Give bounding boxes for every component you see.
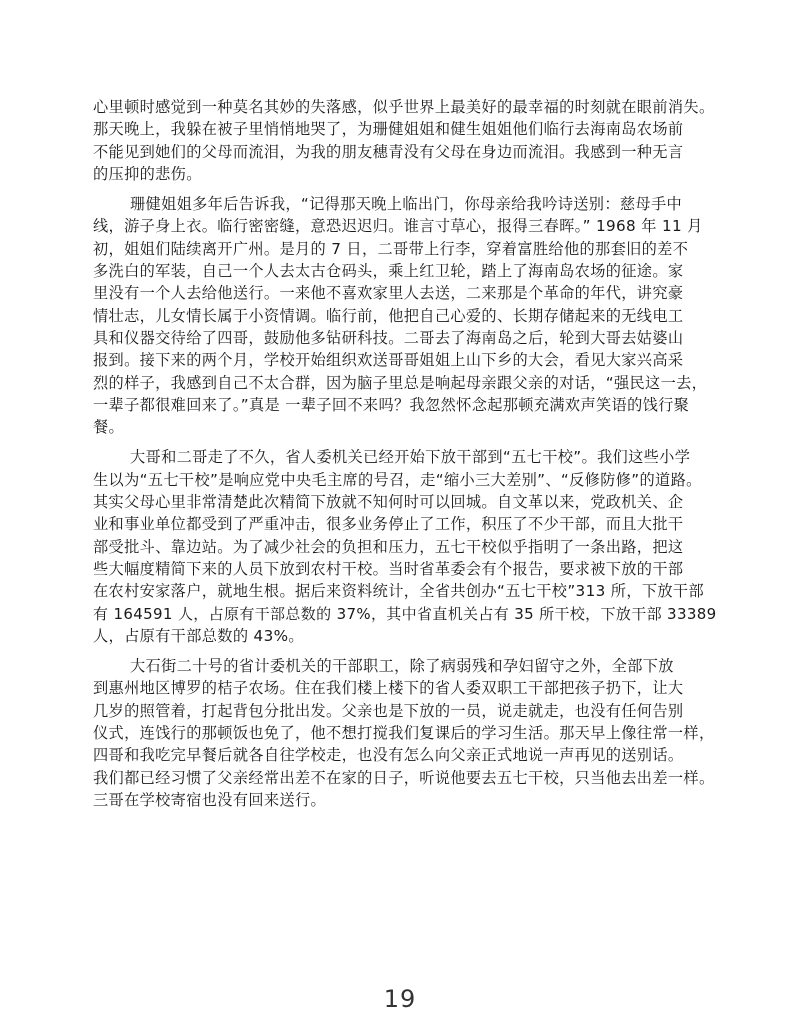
text-line: 几岁的照管着，打起背包分批出发。父亲也是下放的一员，说走就走，也没有任何告别 [93,701,684,720]
text-line: 仪式，连饯行的那顿饭也免了，他不想打搅我们复课后的学习生活。那天早上像往常一样， [93,724,715,743]
paragraph [93,193,723,438]
text-line: 珊健姐姐多年后告诉我，“记得那天晚上临出门，你母亲给我吟诗送别：慈母手中 [130,195,683,214]
text-line: 一辈子都很难回来了。”真是 一辈子回不来吗？我忽然怀念起那顿充满欢声笑语的饯行聚 [93,395,690,414]
text-line: 那天晚上，我躲在被子里悄悄地哭了，为珊健姐姐和健生姐姐他们临行去海南岛农场前 [93,120,684,139]
text-line: 多洗白的军装，自己一个人去太古仓码头，乘上红卫轮，踏上了海南岛农场的征途。家 [93,262,684,281]
text-line: 我们都已经习惯了父亲经常出差不在家的日子，听说他要去五七干校，只当他去出差一样。 [93,768,715,787]
page-number: 19 [383,985,417,1013]
text-line: 情壮志，儿女情长属于小资情调。临行前，他把自己心爱的、长期存储起来的无线电工 [93,306,684,325]
text-line: 其实父母心里非常清楚此次精简下放就不知何时可以回城。自文革以来，党政机关、企 [93,493,684,512]
text-line: 生以为“五七干校”是响应党中央毛主席的号召，走“缩小三大差别”、“反修防修”的道路。 [93,470,702,489]
paragraph [93,655,723,811]
text-line: 线，游子身上衣。临行密密缝，意恐迟迟归。谁言寸草心，报得三春晖。” 1968 年 11 月 [93,217,703,236]
text-line: 四哥和我吃完早餐后就各自往学校走，也没有怎么向父亲正式地说一声再见的送别话。 [93,746,684,765]
text-line: 三哥在学校寄宿也没有回来送行。 [93,790,327,809]
text-line: 些大幅度精简下来的人员下放到农村干校。当时省革委会有个报告，要求被下放的干部 [93,559,684,578]
text-line: 不能见到她们的父母而流泪，为我的朋友穗青没有父母在身边而流泪。我感到一种无言 [93,142,684,161]
text-line: 业和事业单位都受到了严重冲击，很多业务停止了工作，积压了不少干部，而且大批干 [93,515,684,534]
text-line: 报到。接下来的两个月，学校开始组织欢送哥哥姐姐上山下乡的大会，看见大家兴高采 [93,351,684,370]
paragraph [93,446,723,647]
text-line: 初，姐姐们陆续离开广州。是月的 7 日，二哥带上行李，穿着富胜给他的那套旧的差不 [93,239,689,258]
text-line: 餐。 [93,418,125,437]
text-line: 具和仪器交待给了四哥，鼓励他多钻研科技。二哥去了海南岛之后，轮到大哥去姑婆山 [93,328,684,347]
text-line: 在农村安家落户，就地生根。据后来资料统计，全省共创办“五七干校”313 所，下放干部 [93,582,705,601]
text-line: 心里顿时感觉到一种莫名其妙的失落感，似乎世界上最美好的最幸福的时刻就在眼前消失。 [93,98,715,116]
text-line: 里没有一个人去给他送行。一来他不喜欢家里人去送，二来那是个革命的年代，讲究豪 [93,284,684,303]
text-line: 部受批斗、靠边站。为了减少社会的负担和压力，五七干校似乎指明了一条出路，把这 [93,537,684,556]
text-line: 大哥和二哥走了不久，省人委机关已经开始下放干部到“五七干校”。我们这些小学 [130,448,691,467]
body-text [93,96,723,811]
text-line: 人，占原有干部总数的 43%。 [93,626,304,645]
text-line: 到惠州地区博罗的桔子农场。住在我们楼上楼下的省人委双职工干部把孩子扔下，让大 [93,679,684,698]
text-line: 大石街二十号的省计委机关的干部职工，除了病弱残和孕妇留守之外，全部下放 [130,657,674,676]
paragraph [93,96,723,185]
text-line: 的压抑的悲伤。 [93,164,202,183]
text-line: 有 164591 人，占原有干部总数的 37%，其中省直机关占有 35 所干校，下放干部 33389 [93,604,717,623]
text-line: 烈的样子，我感到自己不太合群，因为脑子里总是响起母亲跟父亲的对话，“强民这一去， [93,373,708,392]
